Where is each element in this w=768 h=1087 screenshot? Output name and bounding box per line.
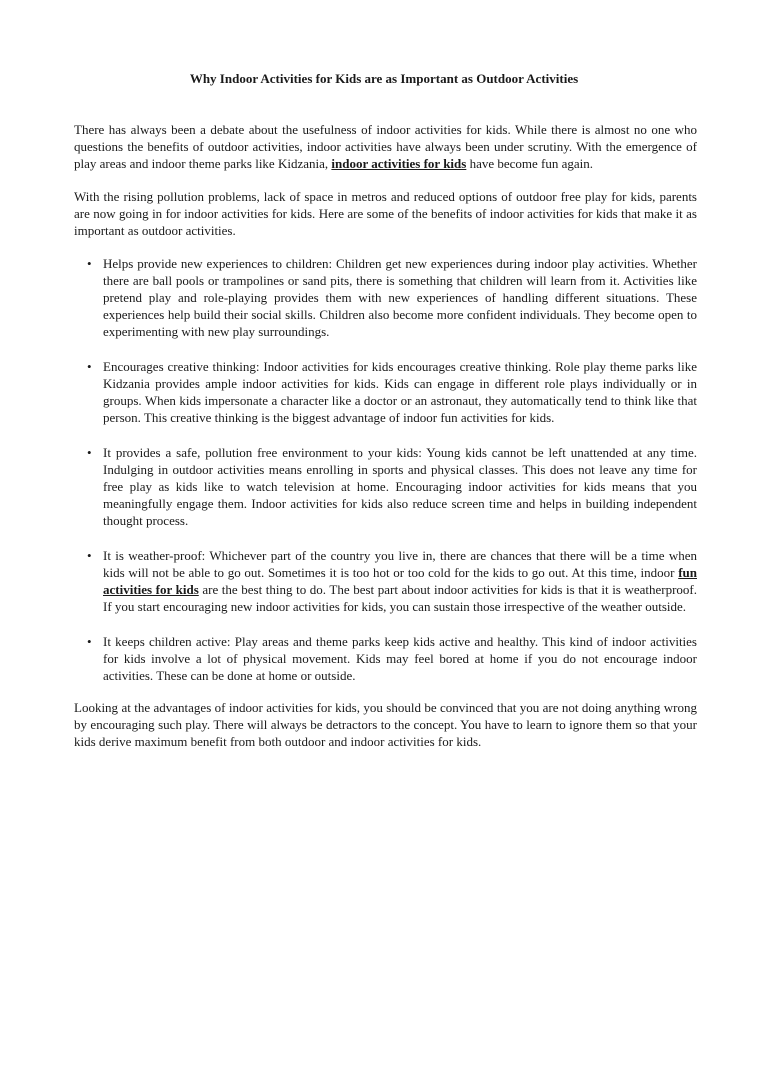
intro-paragraph — [74, 121, 697, 172]
document-title: Why Indoor Activities for Kids are as Important as Outdoor Activities — [189, 71, 579, 86]
list-item — [74, 444, 697, 529]
list-item-text-after-link: are the best thing to do. The best part about indoor activities for kids is that it is weatherproof. If you start encouraging new indoor activities for kids, you can sustain those irrespective of the weather outside. — [103, 582, 697, 614]
list-item — [74, 633, 697, 684]
bullet-icon: • — [87, 359, 92, 374]
list-item — [74, 255, 697, 340]
list-item — [74, 547, 697, 615]
intro-text-before-link: There has always been a debate about the usefulness of indoor activities for kids. While there is almost no one who questions the benefits of outdoor activities, indoor activities have always been under scrutiny. With the emergence of play areas and indoor theme parks like Kidzania, — [74, 122, 697, 171]
list-item-text: It provides a safe, pollution free environment to your kids: Young kids cannot be left unattended at any time. Indulging in outdoor activities means enrolling in sports and physical classes. This does not leave any time for free play as kids like to watch television at home. Encouraging indoor activities for kids means that you meaningfully engage them. Indoor activities for kids also reduce screen time and helps in building independent thought process. — [103, 445, 697, 528]
bullet-icon: • — [87, 548, 92, 563]
list-item-text: Encourages creative thinking: Indoor activities for kids encourages creative thinking. Role play theme parks like Kidzania provides ample indoor activities for kids. Kids can engage in different role plays individually or in groups. When kids impersonate a character like a doctor or an astronaut, they automatically tend to think like that person. This creative thinking is the biggest advantage of indoor fun activities for kids. — [103, 359, 697, 425]
list-item-text: It keeps children active: Play areas and theme parks keep kids active and healthy. This kind of indoor activities for kids involve a lot of physical movement. Kids may feel bored at home if you do not encourage indoor activities. These can be done at home or outside. — [103, 634, 697, 683]
bullet-icon: • — [87, 634, 92, 649]
benefits-list — [74, 255, 697, 684]
list-item — [74, 358, 697, 426]
benefits-intro-paragraph: With the rising pollution problems, lack of space in metros and reduced options of outdoor free play for kids, parents are now going in for indoor activities for kids. Here are some of the benefits of indoor activities for kids that make it as important as outdoor activities. — [74, 189, 697, 238]
fun-activities-link[interactable]: fun activities for kids — [103, 565, 697, 597]
indoor-activities-link[interactable]: indoor activities for kids — [331, 156, 467, 171]
list-item-text: Helps provide new experiences to children: Children get new experiences during indoor play activities. Whether there are ball pools or trampolines or sand pits, there is something that children will learn from it. Activities like pretend play and role-playing provides them with new experiences of handling different situations. These experiences help build their social skills. Children also become more confident individuals. They become open to experimenting with new play surroundings. — [103, 256, 697, 339]
conclusion-paragraph: Looking at the advantages of indoor activities for kids, you should be convinced that you are not doing anything wrong by encouraging such play. There will always be detractors to the concept. You have to learn to ignore them so that your kids derive maximum benefit from both outdoor and indoor activities for kids. — [74, 700, 697, 749]
list-item-text-before-link: It is weather-proof: Whichever part of the country you live in, there are chances that there will be a time when kids will not be able to go out. Sometimes it is too hot or too cold for the kids to go out. At this time, indoor — [103, 548, 697, 580]
intro-text-after-link: have become fun again. — [466, 156, 594, 171]
document-body — [74, 121, 697, 750]
bullet-icon: • — [87, 256, 92, 271]
bullet-icon: • — [87, 445, 92, 460]
